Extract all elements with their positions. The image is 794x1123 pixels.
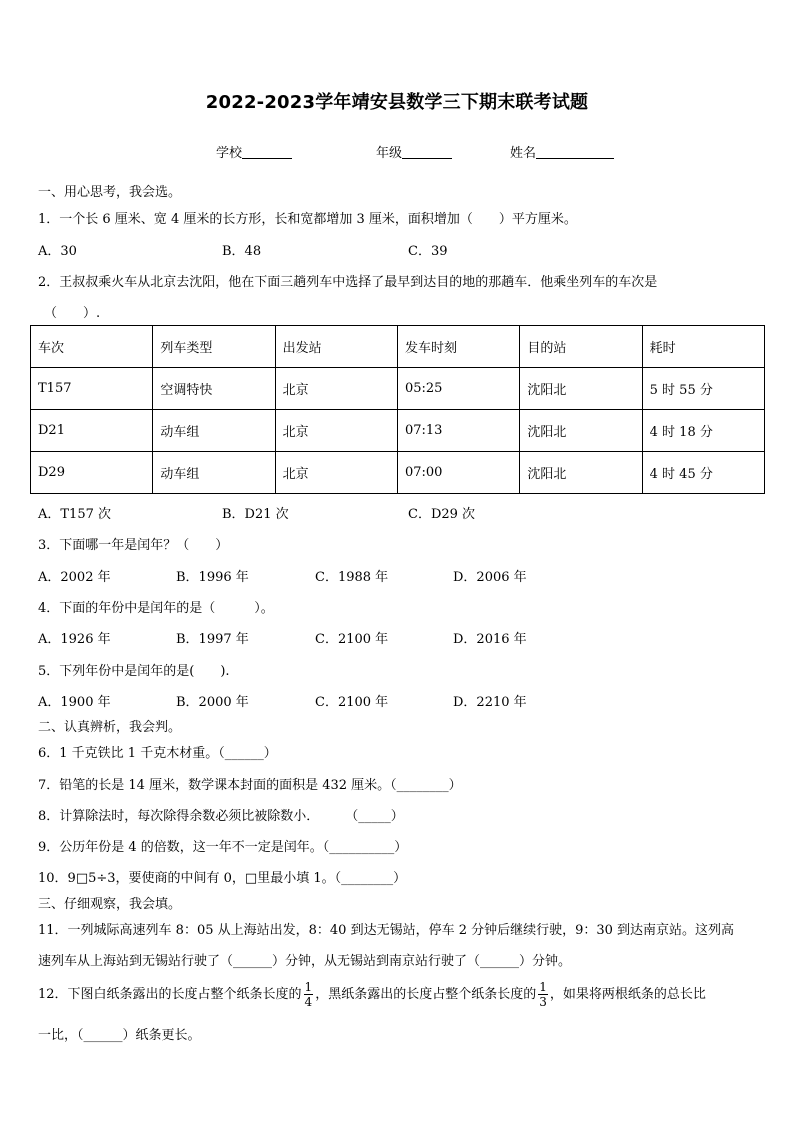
section-heading-2: 二、认真辨析，我会判。 xyxy=(38,720,182,735)
q4-option-a: A．1926 年 xyxy=(38,632,111,647)
section-heading-3: 三、仔细观察，我会填。 xyxy=(38,897,182,912)
question-3: 3．下面哪一年是闰年？（ ） xyxy=(38,538,229,553)
table-row xyxy=(31,410,765,452)
name-field xyxy=(510,142,614,161)
question-4: 4．下面的年份中是闰年的是（ ）。 xyxy=(38,601,274,616)
table-cell: T157 xyxy=(31,368,153,410)
q2-option-a: A．T157 次 xyxy=(38,507,112,522)
table-row xyxy=(31,368,765,410)
table-cell: 沈阳北 xyxy=(520,368,642,410)
q3-option-d: D．2006 年 xyxy=(453,570,527,585)
table-cell: 05:25 xyxy=(397,368,519,410)
q3-option-b: B．1996 年 xyxy=(176,570,249,585)
grade-blank xyxy=(402,146,452,159)
table-header-cell: 目的站 xyxy=(520,326,642,368)
grade-label: 年级 xyxy=(376,146,403,161)
q3-option-a: A．2002 年 xyxy=(38,570,111,585)
fraction-numerator: 1 xyxy=(539,980,547,994)
question-11-line-2: 速列车从上海站到无锡站行驶了（______）分钟，从无锡站到南京站行驶了（______）分钟。 xyxy=(38,954,572,969)
q2-option-c: C．D29 次 xyxy=(408,507,476,522)
table-cell: D29 xyxy=(31,452,153,494)
question-10: 10．9□5÷3，要使商的中间有 0，□里最小填 1。（________） xyxy=(38,871,407,886)
question-1: 1．一个长 6 厘米、宽 4 厘米的长方形，长和宽都增加 3 厘米，面积增加（ ）平方厘米。 xyxy=(38,212,577,227)
question-5: 5．下列年份中是闰年的是( ). xyxy=(38,664,230,679)
fraction-denominator: 3 xyxy=(539,995,547,1009)
train-schedule-table xyxy=(30,325,765,494)
school-field xyxy=(216,142,292,161)
table-cell: D21 xyxy=(31,410,153,452)
q5-option-b: B．2000 年 xyxy=(176,695,249,710)
q12-text-part-2: ，黑纸条露出的长度占整个纸条长度的 xyxy=(315,987,537,1002)
table-header-row xyxy=(31,326,765,368)
grade-field xyxy=(376,142,452,161)
question-2-blank: （ ）. xyxy=(44,306,101,321)
question-12-line-2: 一比，（______）纸条更长。 xyxy=(38,1028,201,1043)
fraction-one-third xyxy=(538,980,548,1009)
fraction-one-quarter xyxy=(304,980,314,1009)
question-8: 8．计算除法时，每次除得余数必须比被除数小． （_____） xyxy=(38,809,404,824)
question-12-line-1 xyxy=(38,980,706,1009)
table-cell: 空调特快 xyxy=(153,368,275,410)
q12-text-part-3: ，如果将两根纸条的总长比 xyxy=(549,987,706,1002)
table-cell: 北京 xyxy=(275,368,397,410)
table-cell: 动车组 xyxy=(153,452,275,494)
q1-option-c: C．39 xyxy=(408,244,448,259)
table-header-cell: 发车时刻 xyxy=(397,326,519,368)
page-title: 2022-2023学年靖安县数学三下期末联考试题 xyxy=(205,92,589,113)
table-row xyxy=(31,452,765,494)
table-cell: 4 时 45 分 xyxy=(642,452,764,494)
name-blank xyxy=(536,146,614,159)
question-9: 9．公历年份是 4 的倍数，这一年不一定是闰年。（__________） xyxy=(38,840,408,855)
table-cell: 沈阳北 xyxy=(520,452,642,494)
q1-option-b: B．48 xyxy=(222,244,262,259)
table-cell: 07:13 xyxy=(397,410,519,452)
q3-option-c: C．1988 年 xyxy=(315,570,389,585)
question-2: 2．王叔叔乘火车从北京去沈阳，他在下面三趟列车中选择了最早到达目的地的那趟车．他乘坐列车的车次是 xyxy=(38,275,658,290)
table-cell: 4 时 18 分 xyxy=(642,410,764,452)
question-11-line-1: 11．一列城际高速列车 8：05 从上海站出发，8：40 到达无锡站，停车 2 分钟后继续行驶，9：30 到达南京站。这列高 xyxy=(38,923,735,938)
table-cell: 北京 xyxy=(275,410,397,452)
q4-option-c: C．2100 年 xyxy=(315,632,389,647)
q4-option-b: B．1997 年 xyxy=(176,632,249,647)
table-cell: 沈阳北 xyxy=(520,410,642,452)
school-label: 学校 xyxy=(216,146,243,161)
q2-option-b: B．D21 次 xyxy=(222,507,289,522)
q5-option-c: C．2100 年 xyxy=(315,695,389,710)
question-6: 6．1 千克铁比 1 千克木材重。（______） xyxy=(38,746,277,761)
fraction-denominator: 4 xyxy=(304,995,313,1009)
table-cell: 5 时 55 分 xyxy=(642,368,764,410)
table-header-cell: 耗时 xyxy=(642,326,764,368)
table-cell: 动车组 xyxy=(153,410,275,452)
q12-text-part-1: 12．下图白纸条露出的长度占整个纸条长度的 xyxy=(38,987,302,1002)
section-heading-1: 一、用心思考，我会选。 xyxy=(38,185,182,200)
q5-option-d: D．2210 年 xyxy=(453,695,527,710)
table-header-cell: 车次 xyxy=(31,326,153,368)
table-cell: 07:00 xyxy=(397,452,519,494)
q5-option-a: A．1900 年 xyxy=(38,695,111,710)
school-blank xyxy=(242,146,292,159)
name-label: 姓名 xyxy=(510,146,537,161)
table-cell: 北京 xyxy=(275,452,397,494)
q4-option-d: D．2016 年 xyxy=(453,632,527,647)
q1-option-a: A．30 xyxy=(38,244,77,259)
question-7: 7．铅笔的长是 14 厘米，数学课本封面的面积是 432 厘米。（________） xyxy=(38,778,462,793)
fraction-numerator: 1 xyxy=(304,980,313,994)
table-header-cell: 列车类型 xyxy=(153,326,275,368)
table-header-cell: 出发站 xyxy=(275,326,397,368)
